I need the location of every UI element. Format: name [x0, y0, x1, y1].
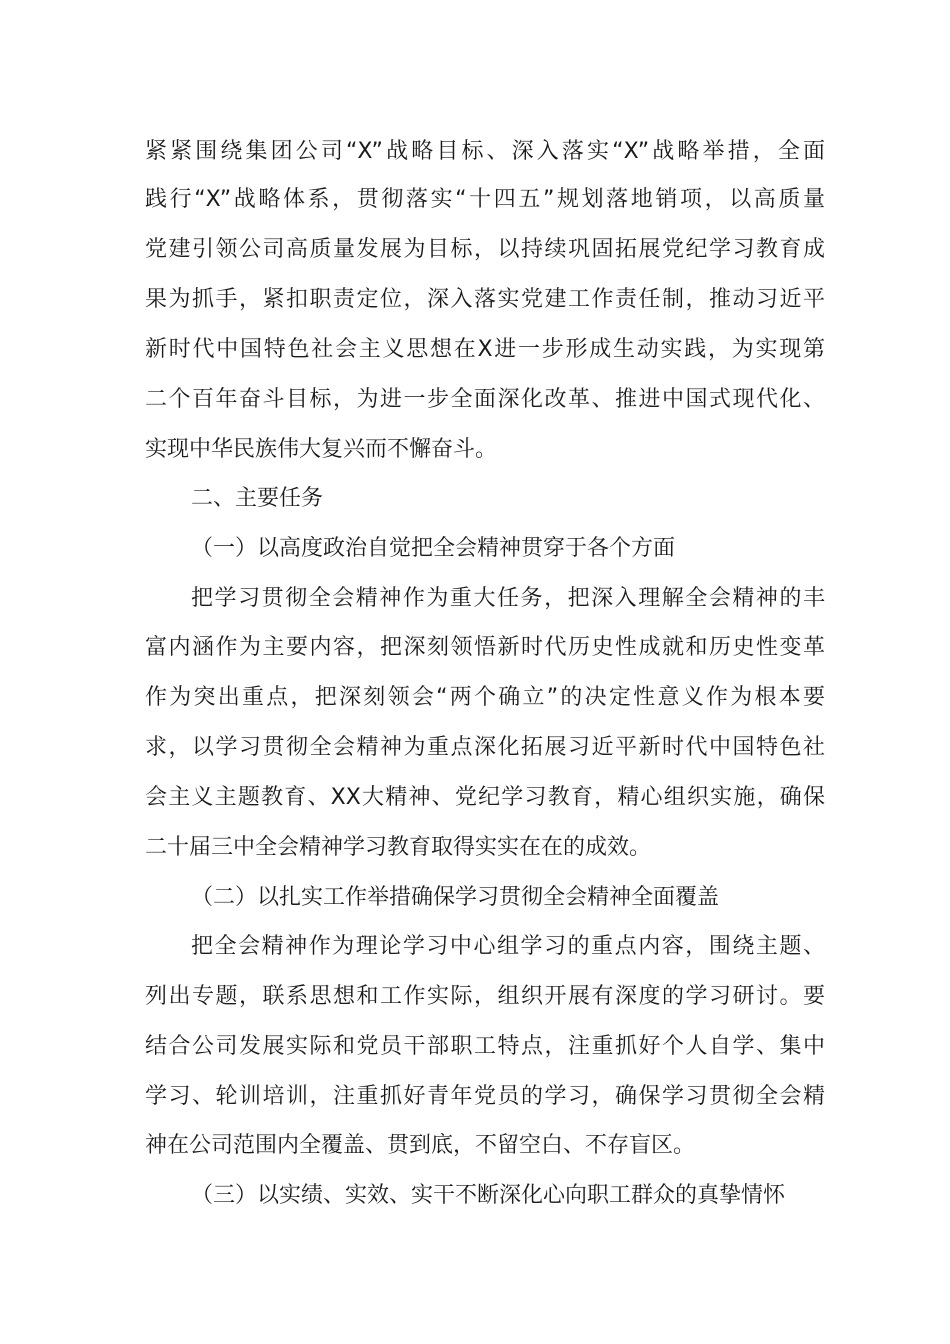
subsection-heading: （二）以扎实工作举措确保学习贯彻全会精神全面覆盖 [191, 885, 720, 910]
paragraph-line: 列出专题，联系思想和工作实际，组织开展有深度的学习研讨。要 [145, 984, 825, 1009]
paragraph-line: 紧紧围绕集团公司“X”战略目标、深入落实“X”战略举措，全面 [145, 139, 825, 164]
paragraph-line: 作为突出重点，把深刻领会“两个确立”的决定性意义作为根本要 [145, 685, 825, 710]
paragraph-line: 新时代中国特色社会主义思想在X进一步形成生动实践，为实现第 [145, 337, 825, 362]
paragraph-line: 党建引领公司高质量发展为目标，以持续巩固拓展党纪学习教育成 [145, 237, 825, 262]
paragraph-line: 学习、轮训培训，注重抓好青年党员的学习，确保学习贯彻全会精 [145, 1084, 825, 1109]
paragraph-line: 二十届三中全会精神学习教育取得实实在在的成效。 [145, 835, 652, 860]
subsection-heading: （三）以实绩、实效、实干不断深化心向职工群众的真挚情怀 [191, 1183, 786, 1208]
paragraph-line: 结合公司发展实际和党员干部职工特点，注重抓好个人自学、集中 [145, 1034, 825, 1059]
paragraph-line: 神在公司范围内全覆盖、贯到底，不留空白、不存盲区。 [145, 1133, 696, 1158]
paragraph-line: 富内涵作为主要内容，把深刻领悟新时代历史性成就和历史性变革 [145, 635, 825, 660]
paragraph-line: 把全会精神作为理论学习中心组学习的重点内容，围绕主题、 [191, 934, 825, 959]
paragraph-line: 果为抓手，紧扣职责定位，深入落实党建工作责任制，推动习近平 [145, 287, 825, 312]
paragraph-line: 求，以学习贯彻全会精神为重点深化拓展习近平新时代中国特色社 [145, 735, 825, 760]
paragraph-line: 会主义主题教育、XX大精神、党纪学习教育，精心组织实施，确保 [145, 785, 825, 810]
subsection-heading: （一）以高度政治自觉把全会精神贯穿于各个方面 [191, 536, 676, 561]
paragraph-line: 践行“X”战略体系，贯彻落实“十四五”规划落地销项，以高质量 [145, 187, 825, 212]
paragraph-line: 二个百年奋斗目标，为进一步全面深化改革、推进中国式现代化、 [145, 387, 825, 412]
paragraph-line: 把学习贯彻全会精神作为重大任务，把深入理解全会精神的丰 [191, 586, 825, 611]
paragraph-line: 实现中华民族伟大复兴而不懈奋斗。 [145, 437, 498, 462]
section-heading: 二、主要任务 [191, 486, 324, 511]
